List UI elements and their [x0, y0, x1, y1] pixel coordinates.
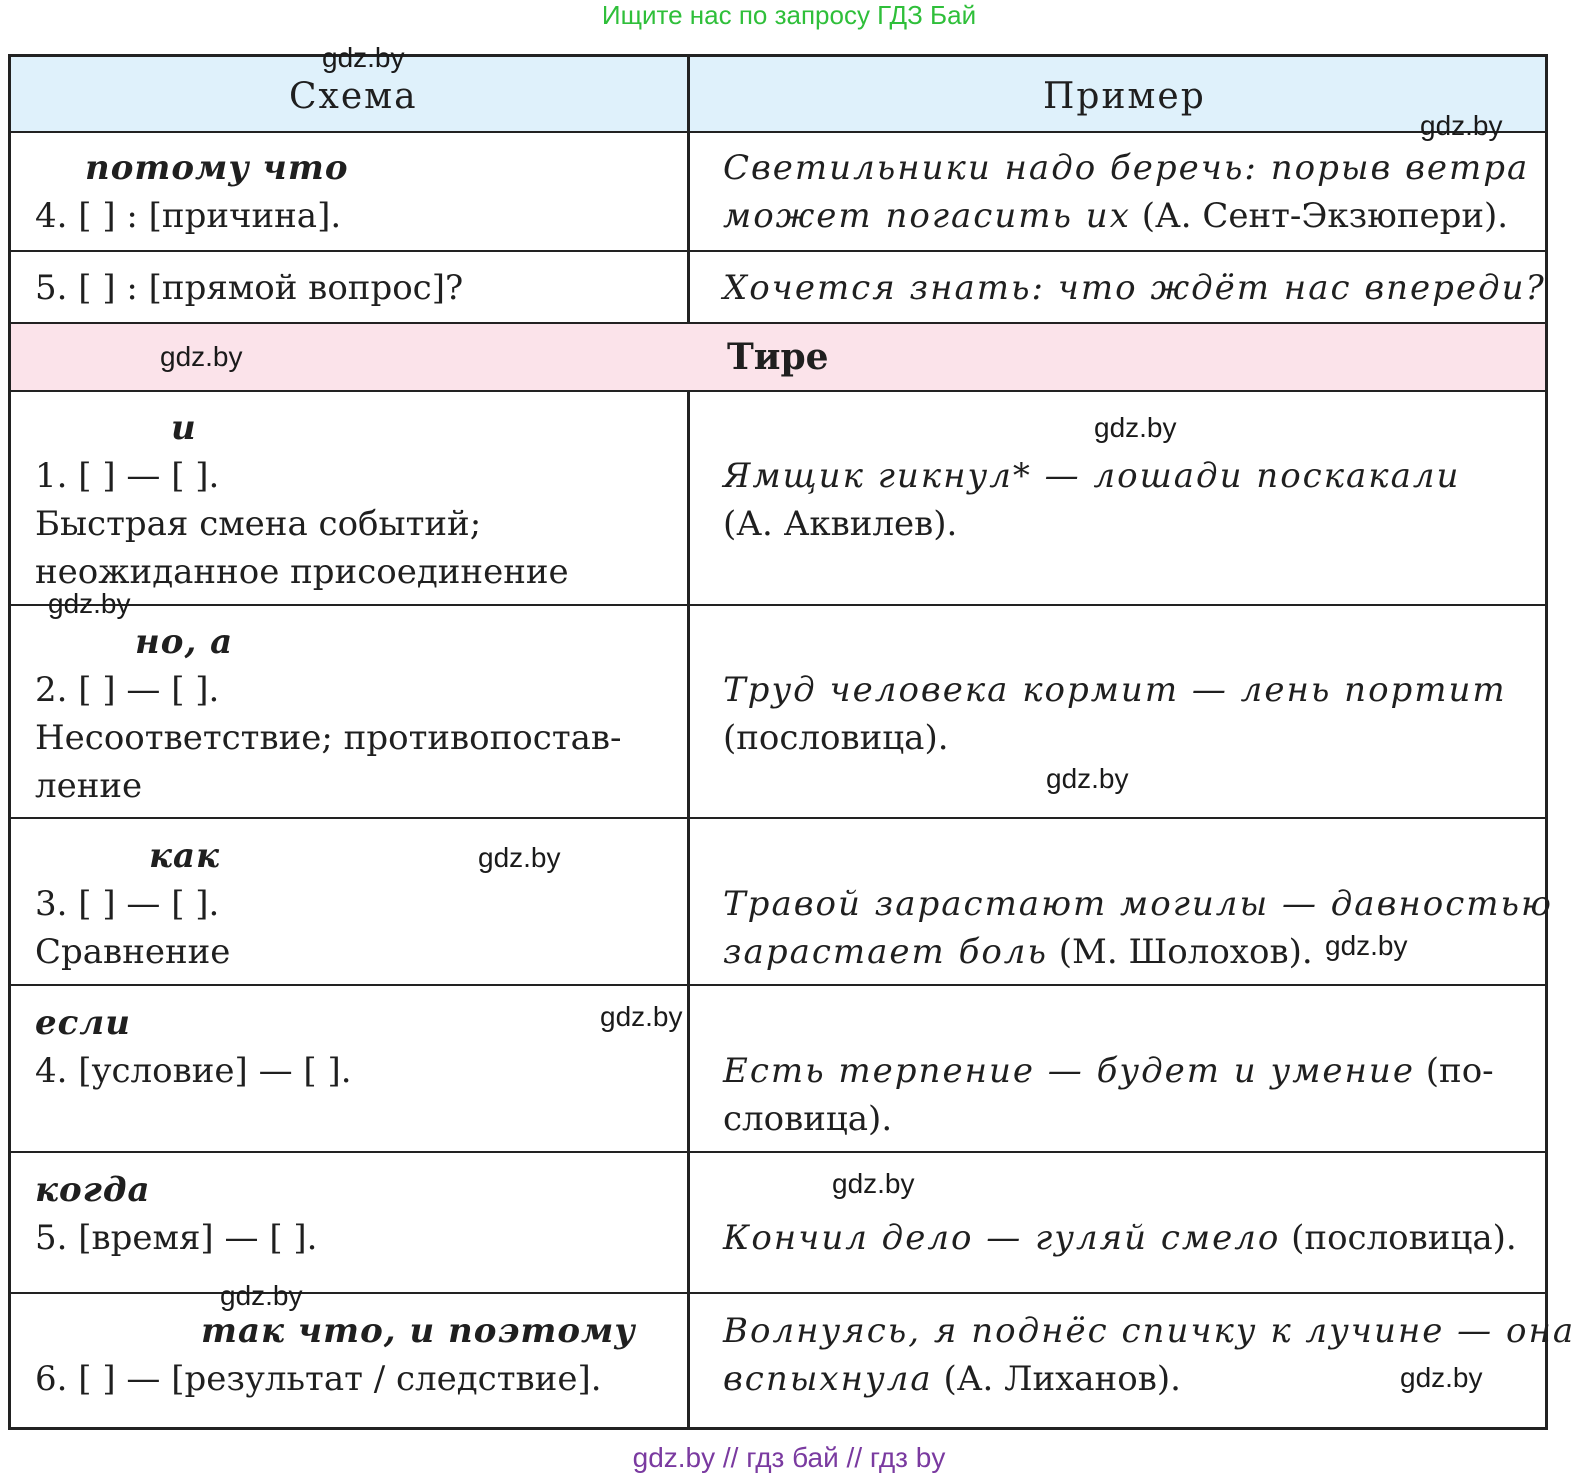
header-scheme: Схема — [289, 76, 418, 117]
watermark: gdz.by — [478, 842, 561, 873]
example-text: Светильники надо беречь: порыв ветра — [723, 148, 1530, 188]
watermark: gdz.by — [1046, 763, 1129, 794]
example-source: (М. Шолохов). — [1058, 932, 1313, 972]
watermark: gdz.by — [1094, 412, 1177, 443]
column-divider — [687, 57, 690, 324]
watermark: gdz.by — [832, 1168, 915, 1199]
watermark: gdz.by — [1420, 110, 1503, 141]
conjunction: но, а — [135, 622, 234, 662]
example-source: (А. Лиханов). — [943, 1359, 1181, 1399]
search-banner: Ищите нас по запросу ГДЗ Бай — [601, 0, 977, 30]
example-text: Труд человека кормит — лень портит — [723, 670, 1507, 710]
watermark: gdz.by — [1400, 1362, 1483, 1393]
conjunction: и — [171, 408, 197, 448]
example-text: Ямщик гикнул* — лошади поскакали — [723, 456, 1461, 496]
row-divider — [11, 131, 1545, 133]
watermark: gdz.by — [220, 1280, 303, 1311]
example-source: (по- — [1425, 1051, 1494, 1091]
row-divider — [11, 1151, 1545, 1153]
example-text: Есть терпение — будет и умение (по- — [723, 1051, 1494, 1091]
scheme-formula: 4. [условие] — [ ]. — [35, 1051, 352, 1091]
example-text: вспыхнула (А. Лиханов). — [723, 1359, 1181, 1399]
row-divider — [11, 604, 1545, 606]
scheme-description: ление — [35, 766, 143, 806]
row-divider — [11, 390, 1545, 392]
example-source: словица). — [723, 1099, 893, 1139]
example-source: (пословица). — [1291, 1218, 1517, 1258]
row-divider — [11, 250, 1545, 252]
row-divider — [11, 817, 1545, 819]
example-text: Кончил дело — гуляй смело (пословица). — [723, 1218, 1517, 1258]
example-source: (А. Аквилев). — [723, 504, 958, 544]
watermark: gdz.by — [600, 1001, 683, 1032]
scheme-description: неожиданное присоединение — [35, 552, 569, 592]
conjunction: так что, и поэтому — [201, 1311, 636, 1351]
row-divider — [11, 984, 1545, 986]
conjunction: потому что — [85, 148, 349, 188]
example-text: может погасить их (А. Сент-Экзюпери). — [723, 196, 1509, 236]
scheme-formula: 6. [ ] — [результат / следствие]. — [35, 1359, 602, 1399]
conjunction: как — [149, 836, 221, 876]
row-divider — [11, 322, 1545, 324]
punctuation-table — [8, 54, 1576, 1430]
watermark: gdz.by — [48, 588, 131, 619]
header-row — [11, 57, 1545, 131]
conjunction: если — [35, 1003, 131, 1043]
example-text: Волнуясь, я поднёс спичку к лучине — она — [723, 1311, 1576, 1351]
scheme-formula: 3. [ ] — [ ]. — [35, 884, 220, 924]
scheme-formula: 5. [время] — [ ]. — [35, 1218, 318, 1258]
header-example: Пример — [1043, 76, 1206, 117]
watermark: gdz.by — [160, 341, 243, 372]
example-text: Хочется знать: что ждёт нас впереди? — [723, 268, 1546, 308]
section-title: Тире — [727, 336, 829, 378]
watermark: gdz.by — [1325, 930, 1408, 961]
example-text: зарастает боль (М. Шолохов). — [723, 932, 1313, 972]
example-source: (пословица). — [723, 718, 949, 758]
watermark: gdz.by — [322, 42, 405, 73]
conjunction: когда — [35, 1170, 151, 1210]
scheme-description: Быстрая смена событий; — [35, 504, 482, 544]
scheme-formula: 1. [ ] — [ ]. — [35, 456, 220, 496]
example-text: Травой зарастают могилы — давностью — [723, 884, 1553, 924]
scheme-formula: 2. [ ] — [ ]. — [35, 670, 220, 710]
scheme-description: Сравнение — [35, 932, 231, 972]
footer-links: gdz.by // гдз бай // гдз by — [632, 1442, 946, 1473]
scheme-formula: 4. [ ] : [причина]. — [35, 196, 342, 236]
scheme-description: Несоответствие; противопостав- — [35, 718, 622, 758]
scheme-formula: 5. [ ] : [прямой вопрос]? — [35, 268, 464, 308]
column-divider — [687, 390, 690, 1430]
example-source: (А. Сент-Экзюпери). — [1141, 196, 1509, 236]
